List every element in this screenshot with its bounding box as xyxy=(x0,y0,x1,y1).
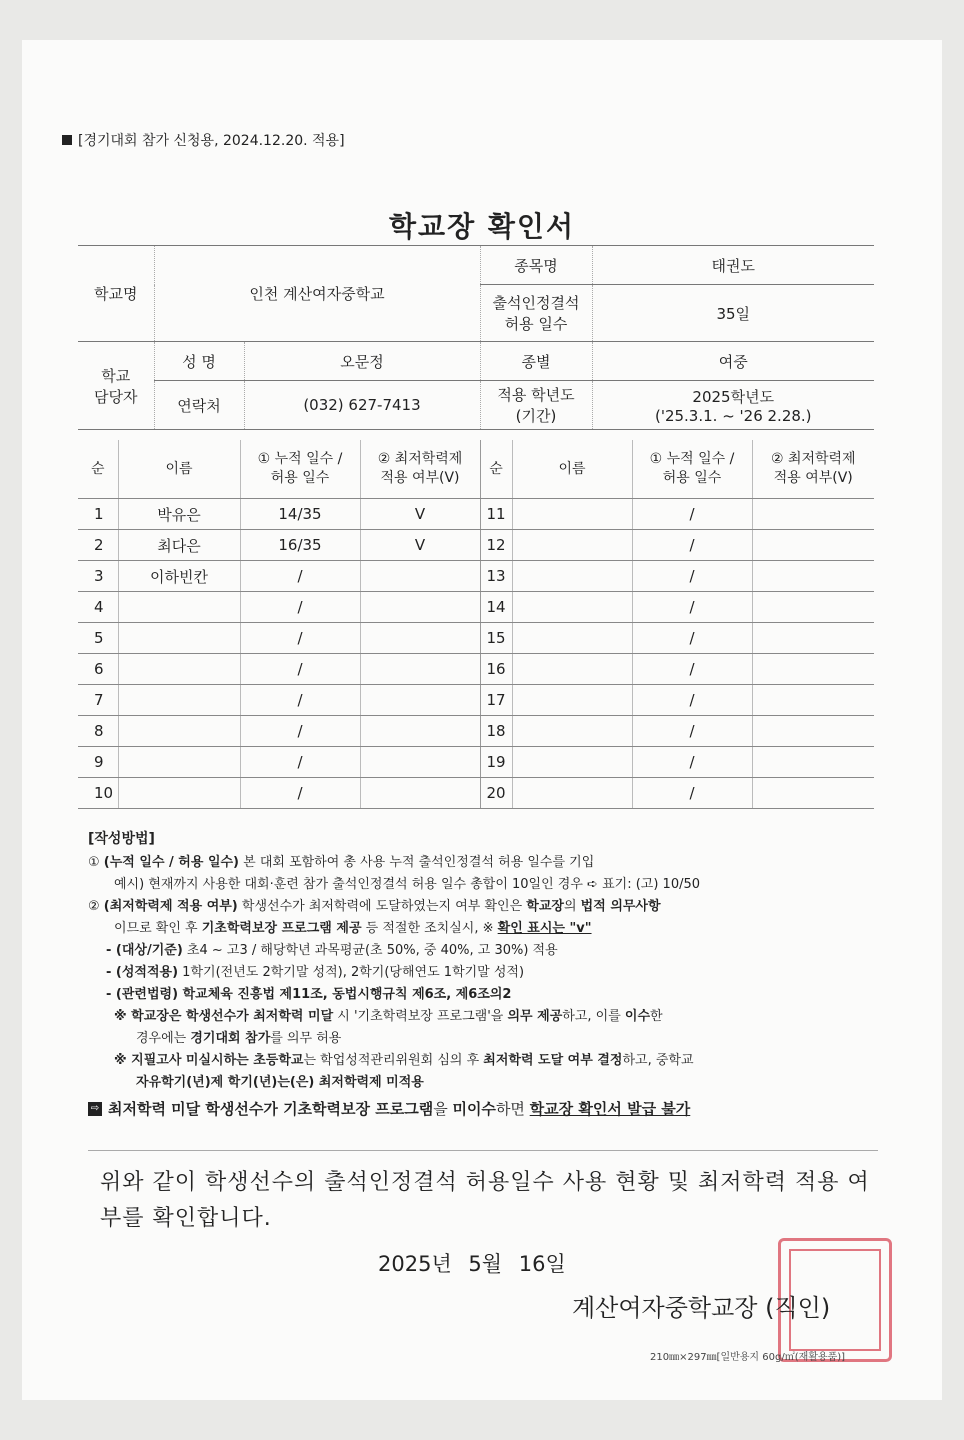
row-days: / xyxy=(240,561,360,592)
row-name xyxy=(118,778,240,809)
sport-value: 태권도 xyxy=(592,246,874,285)
row-check-right xyxy=(752,747,874,778)
row-no-right: 13 xyxy=(480,561,512,592)
remark-2-a: ※ 지필고사 미실시하는 xyxy=(114,1053,254,1068)
row-check xyxy=(360,778,480,809)
row-days-right: / xyxy=(632,654,752,685)
detail-1-text: 초4 ~ 고3 / 해당학년 과목평균(초 50%, 중 40%, 고 30%) 적용 xyxy=(182,943,558,958)
row-check xyxy=(360,623,480,654)
note-2-text: 학생선수가 최저학력에 도달하였는지 여부 확인은 xyxy=(237,899,527,914)
principal-signature: 계산여자중학교장 (직인) xyxy=(572,1294,831,1322)
row-name-right xyxy=(512,592,632,623)
roster-body xyxy=(78,499,874,809)
remark-2-bold2: 최저학력 도달 여부 결정 xyxy=(483,1053,623,1068)
remark-2-line2 xyxy=(88,1072,888,1094)
instructions-heading: [작성방법] xyxy=(88,831,155,847)
school-value: 인천 계산여자중학교 xyxy=(154,246,480,342)
row-days-right: / xyxy=(632,530,752,561)
row-name-right xyxy=(512,778,632,809)
row-check xyxy=(360,592,480,623)
row-no-right: 20 xyxy=(480,778,512,809)
remark-1-line2-b: 를 의무 허용 xyxy=(270,1031,342,1046)
row-no-right: 19 xyxy=(480,747,512,778)
row-name-right xyxy=(512,623,632,654)
row-check-right xyxy=(752,592,874,623)
table-row xyxy=(78,778,874,809)
row-no-right: 15 xyxy=(480,623,512,654)
table-row xyxy=(78,499,874,530)
final-b: 을 xyxy=(433,1100,453,1118)
row-days-right: / xyxy=(632,778,752,809)
remark-2-line2-b: 는(은) 최저학력제 미적용 xyxy=(277,1075,424,1090)
note-2-line2-bold: 기초학력보장 프로그램 제공 xyxy=(201,921,362,936)
school-info-table xyxy=(78,245,874,430)
remark-2-line2-bold: 자유학기(년)제 학기(년) xyxy=(136,1075,278,1090)
remark-1-line2-bold: 경기대회 참가 xyxy=(190,1031,271,1046)
final-a: 최저학력 미달 학생선수가 xyxy=(108,1100,284,1118)
remark-1-bold: 최저학력 미달 xyxy=(253,1009,334,1024)
remark-1-c: 하고, 이를 xyxy=(562,1009,625,1024)
row-name-right xyxy=(512,530,632,561)
arrow-box-icon: ⇨ xyxy=(88,1102,102,1116)
note-2-mark: ② xyxy=(88,899,100,914)
header-no-right: 순 xyxy=(480,440,512,499)
note-1-example: 예시) 현재까지 사용한 대회·훈련 참가 출석인정결석 허용 일수 총합이 10일인 경우 ➪ 표기: (고) 10/50 xyxy=(114,877,701,892)
row-check-right xyxy=(752,716,874,747)
row-name-right xyxy=(512,747,632,778)
note-2-bold2: 학교장 xyxy=(526,899,564,914)
row-days-right: / xyxy=(632,716,752,747)
final-c: 하면 xyxy=(495,1100,530,1118)
row-days: / xyxy=(240,685,360,716)
row-name-right xyxy=(512,499,632,530)
school-label: 학교명 xyxy=(78,246,154,342)
row-days: / xyxy=(240,654,360,685)
absence-label-line2: 허용 일수 xyxy=(504,315,568,333)
year-label xyxy=(480,381,592,430)
absence-label-line1: 출석인정결석 xyxy=(492,294,580,312)
header-days-line1: ① 누적 일수 / xyxy=(257,451,343,467)
header-days-line2: 허용 일수 xyxy=(270,470,330,486)
manager-label xyxy=(78,342,154,430)
row-no: 4 xyxy=(78,592,118,623)
row-check xyxy=(360,716,480,747)
row-name-right xyxy=(512,685,632,716)
row-no: 6 xyxy=(78,654,118,685)
form-header-text: [경기대회 참가 신청용, 2024.12.20. 적용] xyxy=(78,133,345,149)
row-name: 박유은 xyxy=(118,499,240,530)
row-name: 최다은 xyxy=(118,530,240,561)
row-name xyxy=(118,592,240,623)
detail-1-bold: - (대상/기준) xyxy=(106,943,183,958)
row-days-right: / xyxy=(632,592,752,623)
table-row xyxy=(78,747,874,778)
row-name xyxy=(118,623,240,654)
section-divider xyxy=(88,1150,878,1151)
note-1 xyxy=(88,852,888,874)
row-name: 이하빈칸 xyxy=(118,561,240,592)
detail-2-text: 1학기(전년도 2학기말 성적), 2학기(당해연도 1학기말 성적) xyxy=(178,965,525,980)
header-name: 이름 xyxy=(118,440,240,499)
header-days-right-line1: ① 누적 일수 / xyxy=(649,451,735,467)
header-academic-right-line2: 적용 여부(V) xyxy=(773,470,853,486)
row-name-right xyxy=(512,561,632,592)
athlete-roster-table xyxy=(78,440,874,809)
row-name-right xyxy=(512,716,632,747)
row-check-right xyxy=(752,685,874,716)
remark-1-d: 한 xyxy=(650,1009,663,1024)
note-1-text: 본 대회 포함하여 총 사용 누적 출석인정결석 허용 일수를 기입 xyxy=(239,855,595,870)
table-row xyxy=(78,685,874,716)
table-row xyxy=(78,561,874,592)
row-name xyxy=(118,747,240,778)
row-check-right xyxy=(752,561,874,592)
row-no-right: 14 xyxy=(480,592,512,623)
remark-2-c: 하고, 중학교 xyxy=(622,1053,694,1068)
confirmation-statement: 위와 같이 학생선수의 출석인정결석 허용일수 사용 현황 및 최저학력 적용 여부를 확인합니다. xyxy=(100,1170,870,1231)
square-bullet-icon xyxy=(62,135,72,145)
header-name-right: 이름 xyxy=(512,440,632,499)
table-row xyxy=(78,530,874,561)
row-days: / xyxy=(240,747,360,778)
detail-1 xyxy=(88,940,888,962)
note-2-line2 xyxy=(88,918,888,940)
final-warning xyxy=(88,1098,888,1120)
row-name xyxy=(118,716,240,747)
detail-3-text: 학교체육 진흥법 제11조, 동법시행규칙 제6조, 제6조의2 xyxy=(178,987,512,1002)
header-academic xyxy=(360,440,480,499)
row-check xyxy=(360,685,480,716)
row-check-right xyxy=(752,654,874,685)
note-2-line2-u: 확인 표시는 "v" xyxy=(497,921,592,936)
row-name xyxy=(118,654,240,685)
note-2-line2-b: 등 적절한 조치실시, ※ xyxy=(361,921,498,936)
table-row xyxy=(78,623,874,654)
remark-1-line2-a: 경우에는 xyxy=(136,1031,191,1046)
header-academic-line1: ② 최저학력제 xyxy=(377,451,463,467)
remark-1-b: 시 '기초학력보장 프로그램'을 xyxy=(333,1009,508,1024)
header-days xyxy=(240,440,360,499)
note-2-line2-a: 이므로 확인 후 xyxy=(114,921,202,936)
row-check xyxy=(360,561,480,592)
header-academic-line2: 적용 여부(V) xyxy=(380,470,460,486)
row-check: V xyxy=(360,530,480,561)
final-u: 학교장 확인서 발급 불가 xyxy=(529,1100,691,1118)
year-value-line2: ('25.3.1. ~ '26 2.28.) xyxy=(654,406,812,425)
header-academic-right-line1: ② 최저학력제 xyxy=(770,451,856,467)
row-no: 7 xyxy=(78,685,118,716)
issue-date: 2025년 5월 16일 xyxy=(378,1252,566,1276)
header-no: 순 xyxy=(78,440,118,499)
detail-3-bold: - (관련법령) xyxy=(106,987,179,1002)
row-check-right xyxy=(752,530,874,561)
header-days-right-line2: 허용 일수 xyxy=(662,470,722,486)
remark-1-bold3: 이수 xyxy=(624,1009,651,1024)
row-days-right: / xyxy=(632,623,752,654)
row-days-right: / xyxy=(632,561,752,592)
row-check: V xyxy=(360,499,480,530)
row-no: 5 xyxy=(78,623,118,654)
manager-label-line1: 학교 xyxy=(101,366,131,385)
note-2-bold: (최저학력제 적용 여부) xyxy=(103,899,238,914)
sport-label: 종목명 xyxy=(480,246,592,285)
year-label-line2: (기간) xyxy=(515,407,557,425)
note-2 xyxy=(88,896,888,918)
row-check xyxy=(360,747,480,778)
absence-value: 35일 xyxy=(592,285,874,342)
remark-2-b: 는 학업성적관리위원회 심의 후 xyxy=(303,1053,484,1068)
document-title: 학교장 확인서 xyxy=(388,210,576,243)
contact-value: (032) 627-7413 xyxy=(244,381,480,430)
remark-1 xyxy=(88,1006,888,1028)
absence-label xyxy=(480,285,592,342)
final-warning-text xyxy=(108,1098,690,1120)
note-1-mark: ① xyxy=(88,855,100,870)
final-bold2: 미이수 xyxy=(452,1100,496,1118)
note-2-bold3: 법적 의무사항 xyxy=(580,899,661,914)
remark-2 xyxy=(88,1050,888,1072)
table-row xyxy=(78,654,874,685)
row-days: / xyxy=(240,716,360,747)
year-value-line1: 2025학년도 xyxy=(692,387,775,406)
year-label-line1: 적용 학년도 xyxy=(497,386,575,404)
row-no: 8 xyxy=(78,716,118,747)
row-days: / xyxy=(240,592,360,623)
table-row xyxy=(78,716,874,747)
row-days: 14/35 xyxy=(240,499,360,530)
row-no-right: 12 xyxy=(480,530,512,561)
manager-label-line2: 담당자 xyxy=(94,387,138,406)
row-days-right: / xyxy=(632,747,752,778)
detail-2-bold: - (성적적용) xyxy=(106,965,179,980)
row-days-right: / xyxy=(632,685,752,716)
row-no: 1 xyxy=(78,499,118,530)
table-row xyxy=(78,592,874,623)
row-no: 2 xyxy=(78,530,118,561)
paper-spec-footer: 210㎜×297㎜[일반용지 60g/㎡(재활용품)] xyxy=(650,1352,846,1363)
row-no: 10 xyxy=(78,778,118,809)
row-check xyxy=(360,654,480,685)
header-academic-right xyxy=(752,440,874,499)
row-check-right xyxy=(752,499,874,530)
remark-1-a: ※ 학교장은 학생선수가 xyxy=(114,1009,254,1024)
row-name-right xyxy=(512,654,632,685)
contact-label: 연락처 xyxy=(154,381,244,430)
row-no-right: 18 xyxy=(480,716,512,747)
category-label: 종별 xyxy=(480,342,592,381)
year-value xyxy=(592,381,874,430)
row-no-right: 11 xyxy=(480,499,512,530)
row-no: 3 xyxy=(78,561,118,592)
instructions-section xyxy=(88,828,888,1120)
remark-1-bold2: 의무 제공 xyxy=(507,1009,563,1024)
row-days: 16/35 xyxy=(240,530,360,561)
row-check-right xyxy=(752,623,874,654)
row-check-right xyxy=(752,778,874,809)
remark-1-line2 xyxy=(88,1028,888,1050)
category-value: 여중 xyxy=(592,342,874,381)
header-days-right xyxy=(632,440,752,499)
name-value: 오문정 xyxy=(244,342,480,381)
row-no-right: 16 xyxy=(480,654,512,685)
row-no-right: 17 xyxy=(480,685,512,716)
name-label: 성 명 xyxy=(154,342,244,381)
note-2-text2: 의 xyxy=(563,899,581,914)
note-1-bold: (누적 일수 / 허용 일수) xyxy=(103,855,239,870)
row-no: 9 xyxy=(78,747,118,778)
remark-2-bold: 초등학교 xyxy=(253,1053,304,1068)
row-days-right: / xyxy=(632,499,752,530)
row-days: / xyxy=(240,778,360,809)
final-bold: 기초학력보장 프로그램 xyxy=(283,1100,434,1118)
detail-2 xyxy=(88,962,888,984)
form-header xyxy=(62,130,345,150)
row-name xyxy=(118,685,240,716)
row-days: / xyxy=(240,623,360,654)
detail-3 xyxy=(88,984,888,1006)
